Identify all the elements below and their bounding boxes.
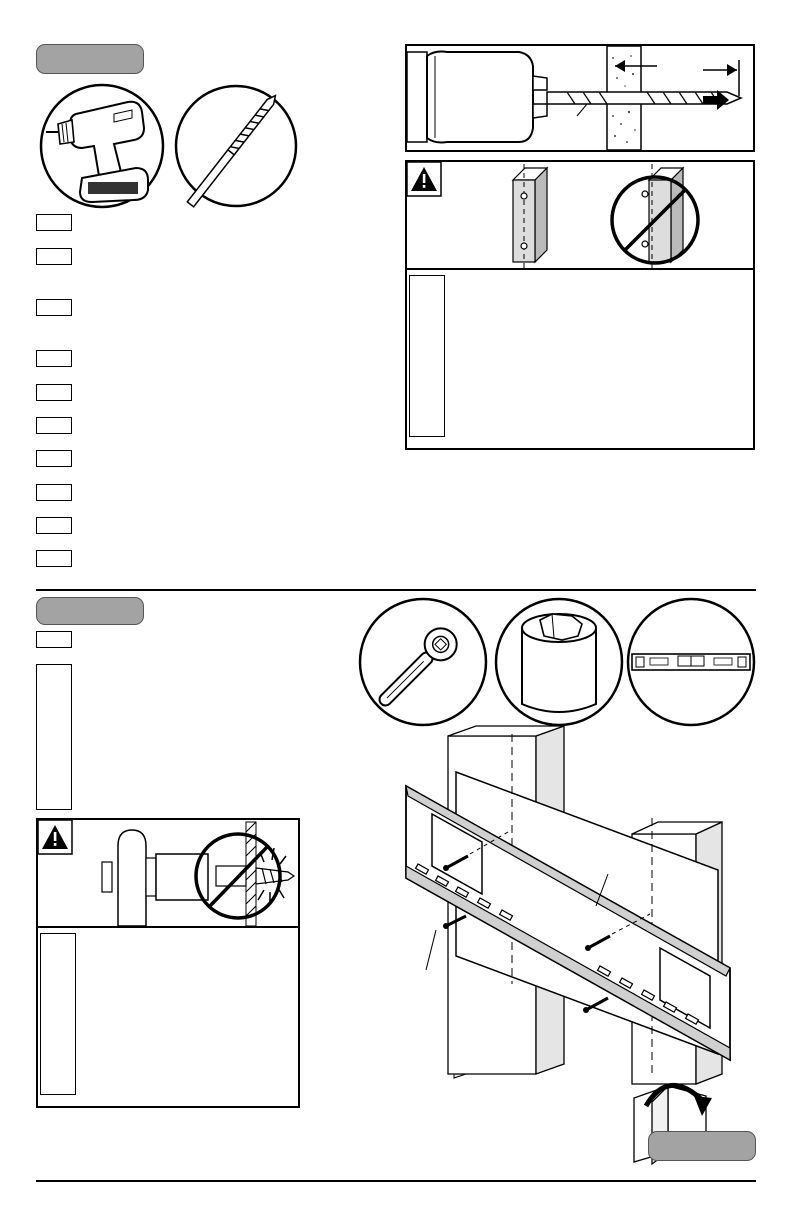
lang-code xyxy=(409,292,445,309)
lang-code xyxy=(40,1078,76,1095)
continue-pill xyxy=(648,1131,756,1161)
step-code xyxy=(36,350,72,367)
lang-code xyxy=(409,308,445,325)
lang-code xyxy=(36,664,72,682)
drill-depth-diagram xyxy=(405,44,755,152)
step-code xyxy=(36,417,72,434)
lang-code xyxy=(409,420,445,437)
step-code xyxy=(36,450,72,467)
stud-incorrect-illustration xyxy=(609,164,703,268)
stud-correct-illustration xyxy=(499,164,559,268)
lang-code xyxy=(36,697,72,714)
lang-code xyxy=(409,356,445,373)
warning-divider xyxy=(407,268,753,270)
lang-code xyxy=(409,404,445,421)
lang-code xyxy=(40,998,76,1015)
lang-code xyxy=(40,950,76,967)
warning-icon xyxy=(407,162,443,198)
lang-code xyxy=(36,793,72,810)
lang-code xyxy=(409,275,445,293)
lang-code xyxy=(36,729,72,746)
drill-icon xyxy=(36,84,168,208)
lang-code xyxy=(40,1046,76,1063)
warning-box-stud xyxy=(405,160,755,450)
lang-code xyxy=(409,340,445,357)
step-code xyxy=(36,517,72,534)
lang-code xyxy=(40,933,76,951)
drill-bit-icon xyxy=(172,84,300,208)
lang-code xyxy=(409,388,445,405)
step-code xyxy=(36,299,72,316)
overtighten-illustration xyxy=(98,822,298,926)
lang-code xyxy=(409,324,445,341)
step-code xyxy=(36,384,72,401)
step-code xyxy=(36,631,72,648)
level-icon xyxy=(626,598,756,726)
drill-depth-illustration xyxy=(407,46,753,150)
lang-code xyxy=(36,777,72,794)
lang-code xyxy=(40,966,76,983)
lang-code xyxy=(40,1014,76,1031)
ratchet-wrench-icon xyxy=(358,598,488,726)
step-code xyxy=(36,214,72,231)
section2-pill xyxy=(36,597,144,625)
lang-code xyxy=(36,761,72,778)
footer-rule xyxy=(36,1180,756,1182)
wall-plate-illustration xyxy=(396,734,741,1084)
warning-divider xyxy=(38,926,298,928)
socket-icon xyxy=(494,598,624,726)
section1-pill xyxy=(36,44,144,74)
warning-box-overtighten xyxy=(36,818,300,1108)
warning-icon xyxy=(38,820,74,856)
lang-code xyxy=(409,372,445,389)
lang-code xyxy=(36,713,72,730)
step-code xyxy=(36,248,72,265)
lang-code xyxy=(40,1062,76,1079)
lang-code xyxy=(36,681,72,698)
step-code xyxy=(36,550,72,567)
lang-code xyxy=(40,982,76,999)
lang-code xyxy=(40,1030,76,1047)
lang-code xyxy=(36,745,72,762)
section-divider xyxy=(36,589,756,591)
step-code xyxy=(36,484,72,501)
